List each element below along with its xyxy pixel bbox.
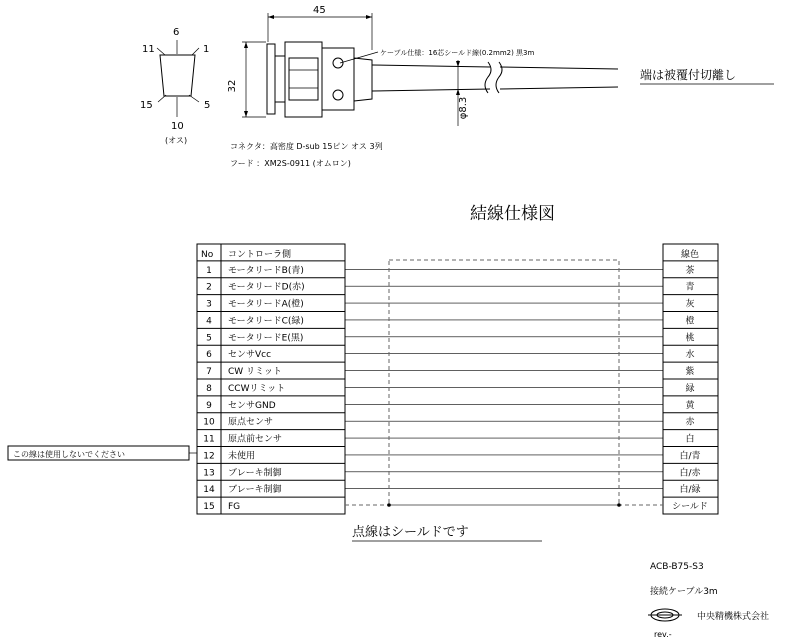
product-name: 接続ケーブル3m <box>650 587 718 597</box>
wire-color-label: 桃 <box>685 333 695 344</box>
wire-color-label: シールド <box>672 502 708 513</box>
connector-shell <box>267 44 275 114</box>
wire-color-label: 茶 <box>685 265 695 276</box>
cable-end-upper <box>500 67 618 69</box>
shield-node-right <box>617 503 621 507</box>
company-name: 中央精機株式会社 <box>697 612 770 622</box>
left-row-label: 未使用 <box>228 451 256 462</box>
pin-15-label: 15 <box>140 100 153 111</box>
dim-width-label: 45 <box>313 5 326 16</box>
left-row-no: 10 <box>203 417 215 428</box>
screw-bottom-icon <box>333 90 343 100</box>
left-row-no: 9 <box>206 400 212 411</box>
left-row-no: 14 <box>203 485 215 496</box>
dim-height-label: 32 <box>227 79 238 93</box>
left-row-label: モータリードD(赤) <box>228 282 305 293</box>
left-table-rows <box>197 261 345 512</box>
wire-color-label: 緑 <box>685 383 695 394</box>
end-note-text: 端は被覆付切離し <box>640 68 737 82</box>
wire-color-label: 白/青 <box>679 451 701 462</box>
connector-spec-text: コネクタ：高密度 D-sub 15ピン オス 3列 <box>230 142 383 151</box>
revision-text: rev.- <box>654 630 672 639</box>
wire-color-label: 黄 <box>685 400 695 411</box>
wire-color-label: 紫 <box>685 367 695 378</box>
pin5-leader <box>189 95 199 102</box>
left-row-label: 原点前センサ <box>228 434 283 445</box>
left-row-no: 6 <box>206 350 212 361</box>
cable-upper-edge <box>372 65 490 67</box>
cable-spec-text: ケーブル仕様：16芯シールド線(0.2mm2) 黒3m <box>380 49 535 57</box>
hood-window <box>289 58 318 100</box>
left-row-label: モータリードC(緑) <box>228 316 304 327</box>
dim-diameter-label: φ8.3 <box>458 96 469 120</box>
shield-node-left <box>387 503 391 507</box>
header-wire-color: 線色 <box>680 250 700 260</box>
unused-note-text: この線は使用しないでください <box>13 450 125 459</box>
part-number: ACB-B75-S3 <box>650 562 704 572</box>
shield-note-text: 点線はシールドです <box>352 525 469 540</box>
right-table-rows <box>663 261 718 512</box>
hood-spec-text: フード ：XM2S-0911 (オムロン) <box>230 159 351 168</box>
screw-top-icon <box>333 58 343 68</box>
left-row-label: ブレーキ制御 <box>228 468 282 479</box>
wire-color-label: 白/赤 <box>679 468 701 479</box>
left-row-label: ブレーキ制御 <box>228 485 282 496</box>
wire-color-label: 橙 <box>685 316 695 327</box>
pin-6-label: 6 <box>173 27 180 38</box>
left-row-no: 2 <box>206 282 212 293</box>
left-pin-table <box>197 244 345 514</box>
wire-color-label: 灰 <box>685 299 695 310</box>
left-row-label: モータリードA(橙) <box>228 299 304 310</box>
left-row-no: 3 <box>206 299 212 310</box>
wire-color-label: 青 <box>685 282 695 293</box>
left-row-label: CW リミット <box>228 367 282 378</box>
left-row-no: 1 <box>206 265 212 276</box>
cable-end-lower <box>500 87 618 89</box>
left-row-no: 8 <box>206 383 212 394</box>
left-row-no: 15 <box>203 502 215 513</box>
left-row-no: 12 <box>203 451 215 462</box>
left-row-label: センサGND <box>228 400 276 411</box>
right-color-table <box>663 244 718 514</box>
wire-color-label: 白/緑 <box>679 485 701 496</box>
left-row-no: 11 <box>203 434 215 445</box>
wire-color-label: 赤 <box>685 417 695 428</box>
left-row-label: モータリードE(黒) <box>228 333 304 344</box>
wiring-title: 結線仕様図 <box>470 204 555 224</box>
connector-face-outline <box>160 55 195 96</box>
hood-rear <box>322 48 354 110</box>
connector-side-drawing <box>227 5 774 126</box>
pin-5-label: 5 <box>204 100 211 111</box>
left-row-label: CCWリミット <box>228 383 286 394</box>
cable-strain-relief <box>354 58 372 101</box>
pin15-leader <box>158 95 166 102</box>
gender-label: (オス) <box>165 136 188 145</box>
header-controller: コントローラ側 <box>228 250 292 260</box>
left-row-label: FG <box>228 502 241 513</box>
company-logo <box>648 609 682 621</box>
left-row-no: 13 <box>203 468 215 479</box>
wire-color-label: 水 <box>685 350 695 361</box>
header-no: No <box>201 250 214 260</box>
left-row-no: 5 <box>206 333 212 344</box>
break-mark-right <box>496 62 502 93</box>
pin1-leader <box>192 48 199 55</box>
connector-pin-diagram <box>140 27 210 145</box>
shield-outline <box>389 260 619 505</box>
left-row-no: 7 <box>206 367 212 378</box>
left-row-label: センサVcc <box>228 350 272 361</box>
left-row-no: 4 <box>206 316 212 327</box>
pin11-leader <box>157 48 165 55</box>
pin-10-label: 10 <box>171 121 184 132</box>
wire-color-label: 白 <box>685 434 695 445</box>
pin-11-label: 11 <box>142 44 155 55</box>
pin-1-label: 1 <box>203 44 210 55</box>
hood-body <box>285 42 322 117</box>
connector-flange <box>275 56 285 102</box>
wires <box>345 269 663 488</box>
cable-lower-edge <box>372 89 490 91</box>
left-row-label: モータリードB(青) <box>228 265 304 276</box>
left-row-label: 原点センサ <box>228 417 274 428</box>
